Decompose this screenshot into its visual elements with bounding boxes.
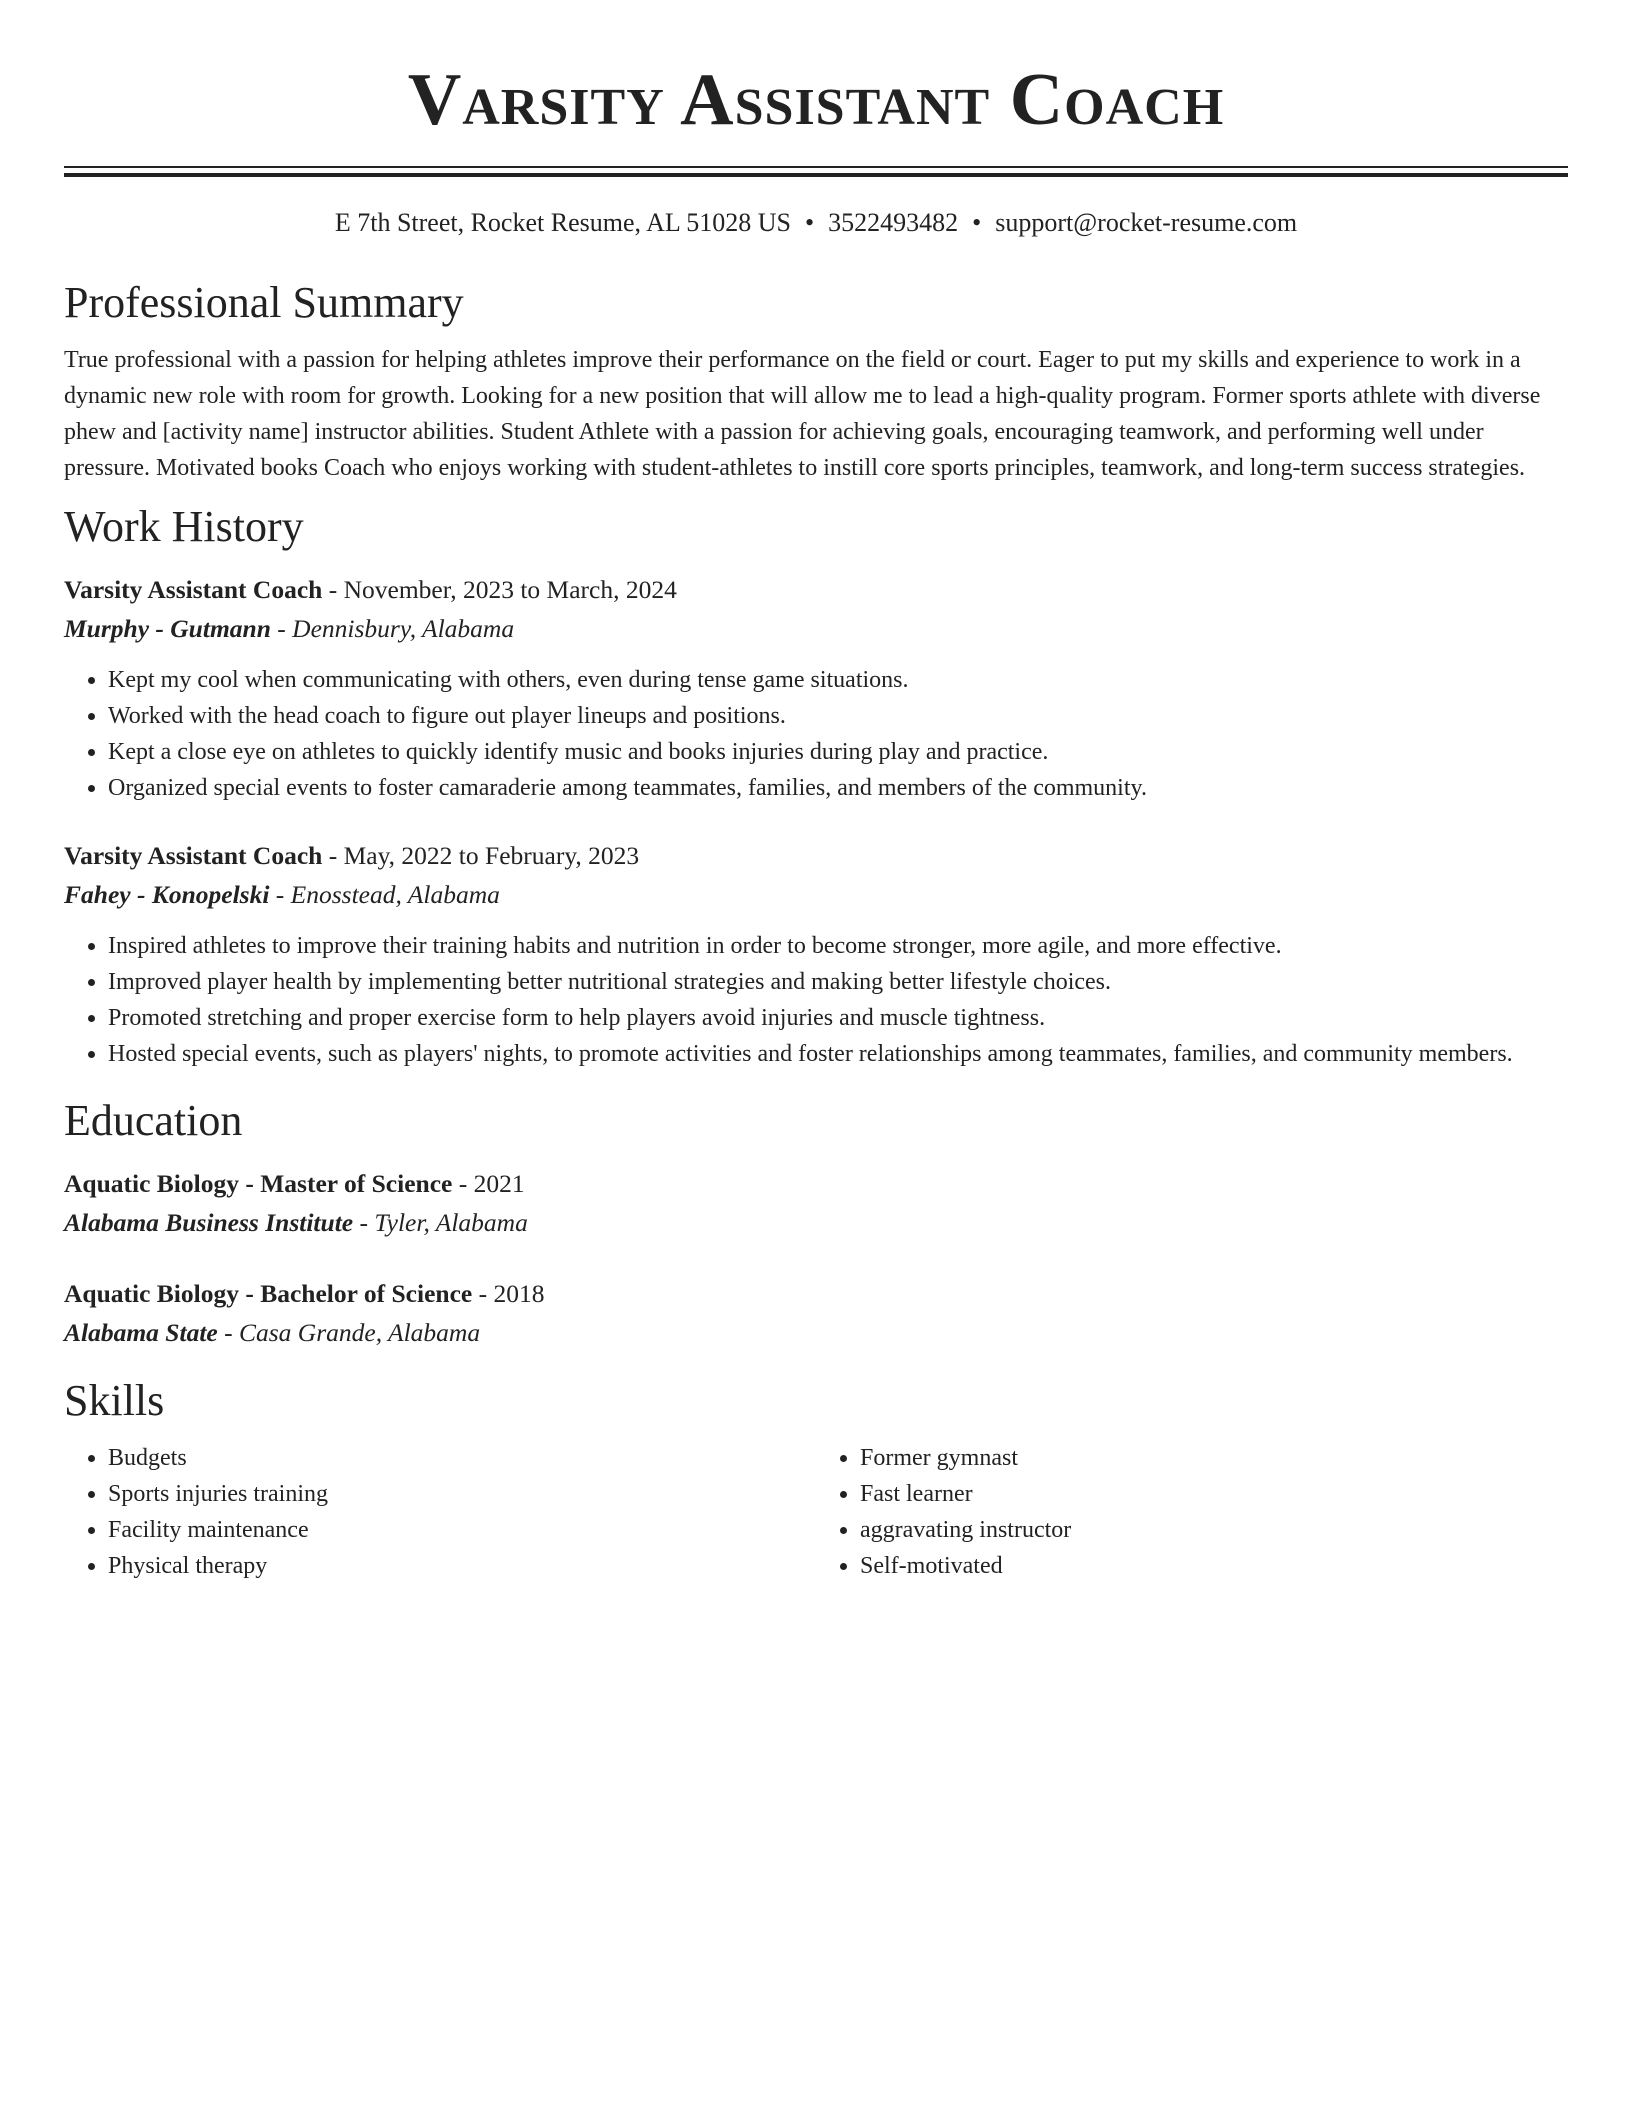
skills-heading: Skills xyxy=(64,1376,165,1425)
education-school-line xyxy=(64,1313,1568,1352)
contact-separator: • xyxy=(972,208,982,237)
education-entry xyxy=(64,1164,1568,1242)
education-school: Alabama Business Institute xyxy=(64,1208,354,1237)
contact-separator: • xyxy=(805,208,815,237)
job-dates: May, 2022 to February, 2023 xyxy=(343,841,640,870)
education-location: Casa Grande, Alabama xyxy=(238,1318,481,1347)
contact-phone: 3522493482 xyxy=(828,208,959,237)
job-entry xyxy=(64,836,1568,1072)
job-bullets xyxy=(64,928,1568,1072)
education-dash: - xyxy=(353,1208,375,1237)
contact-address: E 7th Street, Rocket Resume, AL 51028 US xyxy=(334,208,791,237)
job-bullet: • Organized special events to foster camaraderie among teammates, families, and members of the community. xyxy=(108,770,1568,806)
education-dash: - xyxy=(452,1169,474,1198)
education-header xyxy=(64,1164,1568,1203)
job-dates: November, 2023 to March, 2024 xyxy=(343,575,677,604)
skill-item: • Sports injuries training xyxy=(108,1476,816,1512)
job-header xyxy=(64,570,1568,609)
job-entry xyxy=(64,570,1568,806)
job-bullet: • Worked with the head coach to figure out player lineups and positions. xyxy=(108,698,1568,734)
education-school-line xyxy=(64,1203,1568,1242)
contact-line xyxy=(64,206,1568,240)
education-degree: Aquatic Biology - Master of Science xyxy=(64,1169,453,1198)
job-bullet: • Improved player health by implementing better nutritional strategies and making better lifestyle choices. xyxy=(108,964,1568,1000)
summary-heading: Professional Summary xyxy=(64,278,464,327)
education-degree: Aquatic Biology - Bachelor of Science xyxy=(64,1279,473,1308)
skill-item: • Physical therapy xyxy=(108,1548,816,1584)
job-location: Enosstead, Alabama xyxy=(290,880,500,909)
contact-email: support@rocket-resume.com xyxy=(995,208,1298,237)
job-bullet: • Promoted stretching and proper exercise form to help players avoid injuries and muscle tightness. xyxy=(108,1000,1568,1036)
summary-text: True professional with a passion for helping athletes improve their performance on the field or court. Eager to put my skills and experience to work in a dynamic new role with room for growth. Looking for a new position that will allow me to lead a high-quality program. Former sports athlete with diverse phew and [activity name] instructor abilities. Student Athlete with a passion for achieving goals, encouraging teamwork, and performing well under pressure. Motivated books Coach who enjoys working with student-athletes to instill core sports principles, teamwork, and long-term success strategies. xyxy=(64,347,1541,481)
job-header xyxy=(64,836,1568,875)
job-bullets xyxy=(64,662,1568,806)
job-bullet: • Kept my cool when communicating with others, even during tense game situations. xyxy=(108,662,1568,698)
job-company-line xyxy=(64,875,1568,914)
title-divider xyxy=(64,166,1568,177)
job-bullet: • Kept a close eye on athletes to quickly identify music and books injuries during play and practice. xyxy=(108,734,1568,770)
job-dash: - xyxy=(269,880,291,909)
education-dash: - xyxy=(217,1318,239,1347)
job-dash: - xyxy=(322,575,344,604)
job-role: Varsity Assistant Coach xyxy=(64,575,323,604)
skills-grid xyxy=(64,1440,1568,1584)
education-entry xyxy=(64,1274,1568,1352)
education-location: Tyler, Alabama xyxy=(374,1208,528,1237)
skill-item: • Former gymnast xyxy=(860,1440,1568,1476)
skill-item: • Self-motivated xyxy=(860,1548,1568,1584)
job-dash: - xyxy=(322,841,344,870)
education-year: 2018 xyxy=(493,1279,545,1308)
job-location: Dennisbury, Alabama xyxy=(292,614,515,643)
job-company: Fahey - Konopelski xyxy=(64,880,270,909)
job-role: Varsity Assistant Coach xyxy=(64,841,323,870)
job-company: Murphy - Gutmann xyxy=(64,614,271,643)
skill-item: • aggravating instructor xyxy=(860,1512,1568,1548)
skill-item: • Fast learner xyxy=(860,1476,1568,1512)
work-history-heading: Work History xyxy=(64,502,304,551)
job-company-line xyxy=(64,609,1568,648)
job-bullet: • Inspired athletes to improve their training habits and nutrition in order to become stronger, more agile, and more effective. xyxy=(108,928,1568,964)
education-dash: - xyxy=(472,1279,494,1308)
education-school: Alabama State xyxy=(64,1318,218,1347)
job-bullet: • Hosted special events, such as players' nights, to promote activities and foster relationships among teammates, families, and community members. xyxy=(108,1036,1568,1072)
resume-title: Varsity Assistant Coach xyxy=(407,59,1225,141)
skill-item: • Budgets xyxy=(108,1440,816,1476)
education-heading: Education xyxy=(64,1096,243,1145)
skills-column-right xyxy=(816,1440,1568,1584)
education-header xyxy=(64,1274,1568,1313)
skill-item: • Facility maintenance xyxy=(108,1512,816,1548)
job-dash: - xyxy=(270,614,293,643)
skills-column-left xyxy=(64,1440,816,1584)
education-year: 2021 xyxy=(473,1169,525,1198)
